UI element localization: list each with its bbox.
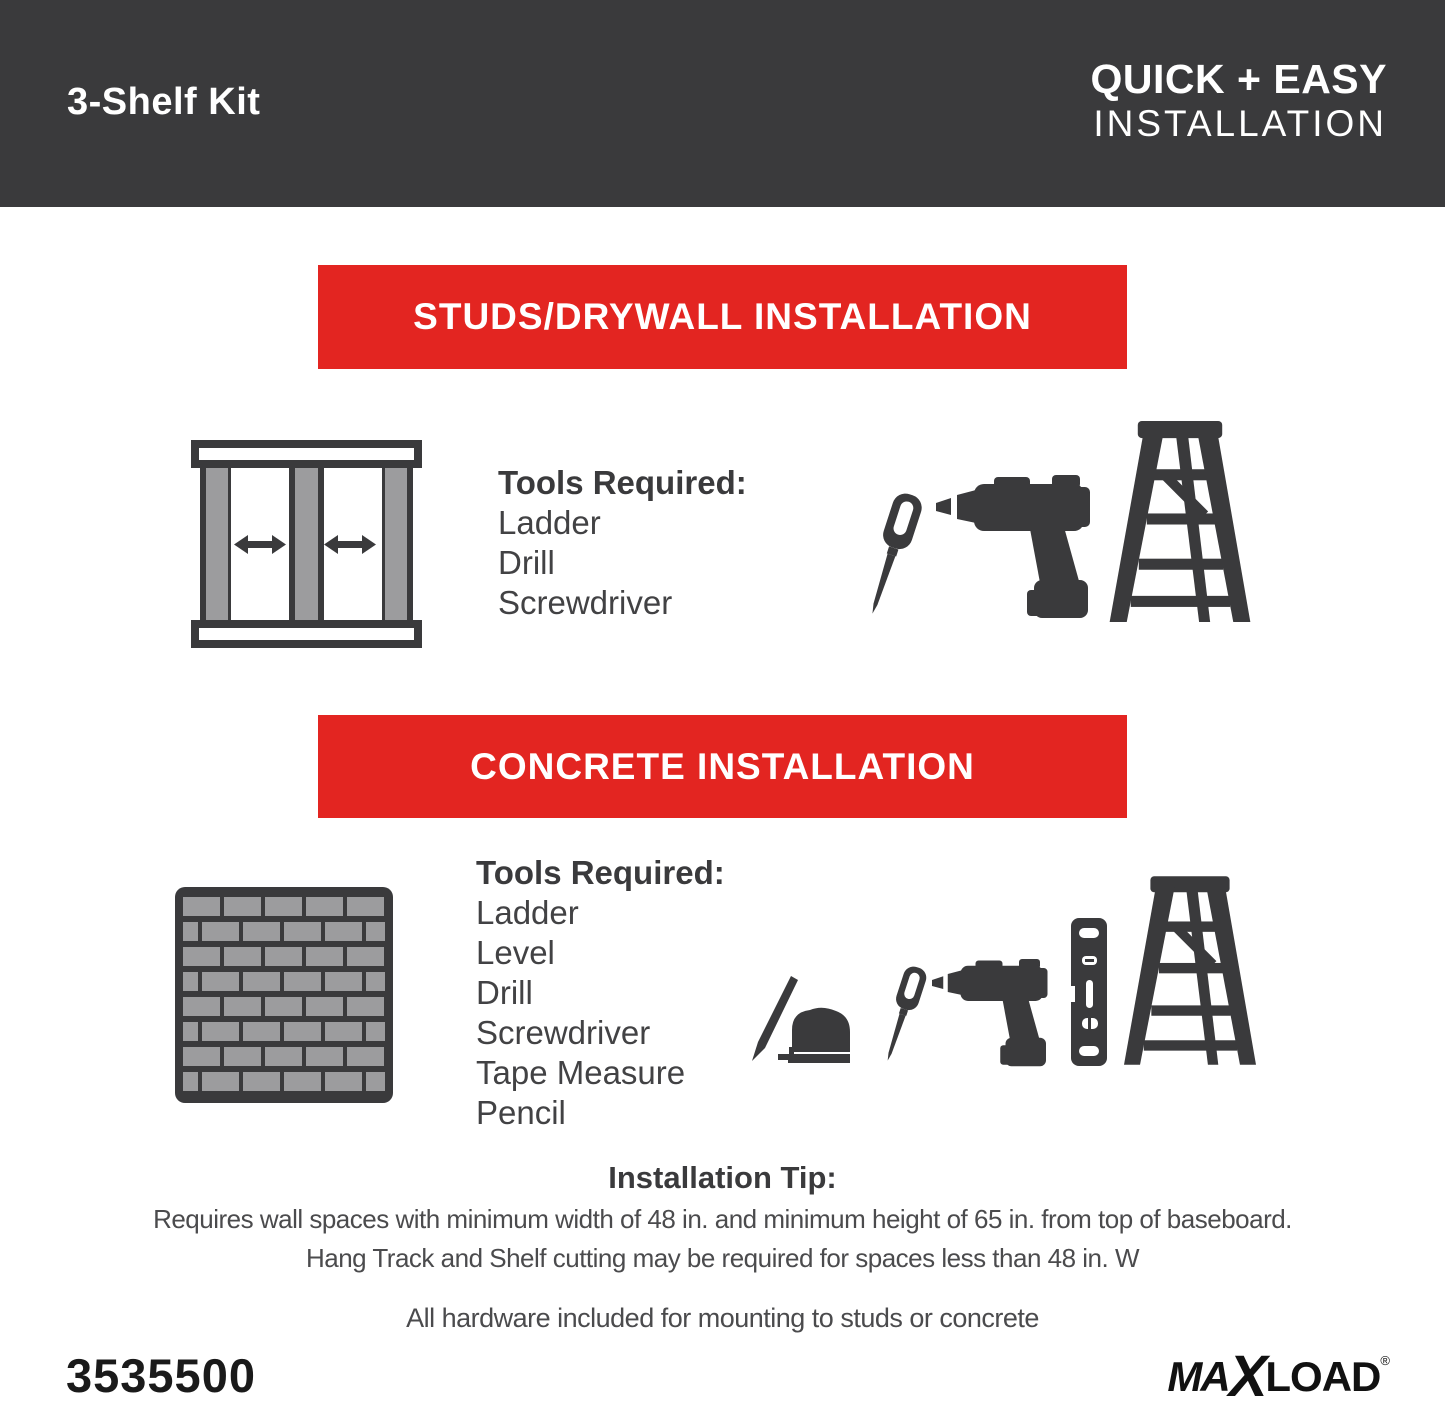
tool-item: Screwdriver — [498, 584, 673, 621]
tool-item: Screwdriver — [476, 1014, 651, 1051]
tools-required-label: Tools Required: — [476, 854, 725, 891]
model-number: 3535500 — [66, 1349, 256, 1402]
logo-ma: MA — [1167, 1353, 1229, 1400]
drill-icon — [936, 474, 1096, 624]
concrete-banner — [318, 715, 1127, 818]
logo-load: LOAD — [1265, 1353, 1381, 1400]
concrete-banner-label: CONCRETE INSTALLATION — [470, 745, 975, 787]
drill-icon — [932, 958, 1052, 1071]
tool-item: Level — [476, 934, 555, 971]
tagline-light: INSTALLATION — [1093, 103, 1387, 144]
screwdriver-icon — [855, 485, 929, 627]
studs-tools-list — [498, 463, 747, 623]
logo-x: X — [1228, 1344, 1266, 1409]
studs-drywall-banner — [318, 265, 1127, 369]
tool-item: Ladder — [476, 894, 579, 931]
installation-tip-line: Requires wall spaces with minimum width of 48 in. and minimum height of 65 in. from top of baseboard. — [153, 1204, 1292, 1234]
tool-item: Drill — [476, 974, 533, 1011]
tools-required-label: Tools Required: — [498, 464, 747, 501]
screwdriver-icon — [874, 962, 932, 1069]
brick-wall-icon — [175, 886, 393, 1104]
kit-title: 3-Shelf Kit — [67, 81, 261, 123]
concrete-tools-list — [476, 853, 725, 1133]
maxload-logo — [1167, 1343, 1390, 1410]
header-bar — [0, 0, 1445, 207]
ladder-icon — [1124, 870, 1256, 1071]
tool-item: Ladder — [498, 504, 601, 541]
tape-measure-icon — [778, 1004, 862, 1068]
tagline-bold: QUICK + EASY — [1090, 56, 1387, 102]
tagline — [1091, 56, 1387, 146]
tool-item: Drill — [498, 544, 555, 581]
installation-tip-heading: Installation Tip: — [608, 1160, 837, 1195]
studs-drywall-banner-label: STUDS/DRYWALL INSTALLATION — [413, 296, 1032, 337]
level-icon — [1070, 916, 1108, 1068]
tool-item: Tape Measure — [476, 1054, 686, 1091]
ladder-icon — [1108, 421, 1252, 622]
installation-tip-line: Hang Track and Shelf cutting may be required for spaces less than 48 in. W — [305, 1243, 1139, 1273]
hardware-note: All hardware included for mounting to studs or concrete — [406, 1303, 1039, 1333]
tool-item: Pencil — [476, 1094, 566, 1131]
studs-drywall-icon — [190, 438, 423, 650]
registered-mark: ® — [1380, 1353, 1390, 1368]
